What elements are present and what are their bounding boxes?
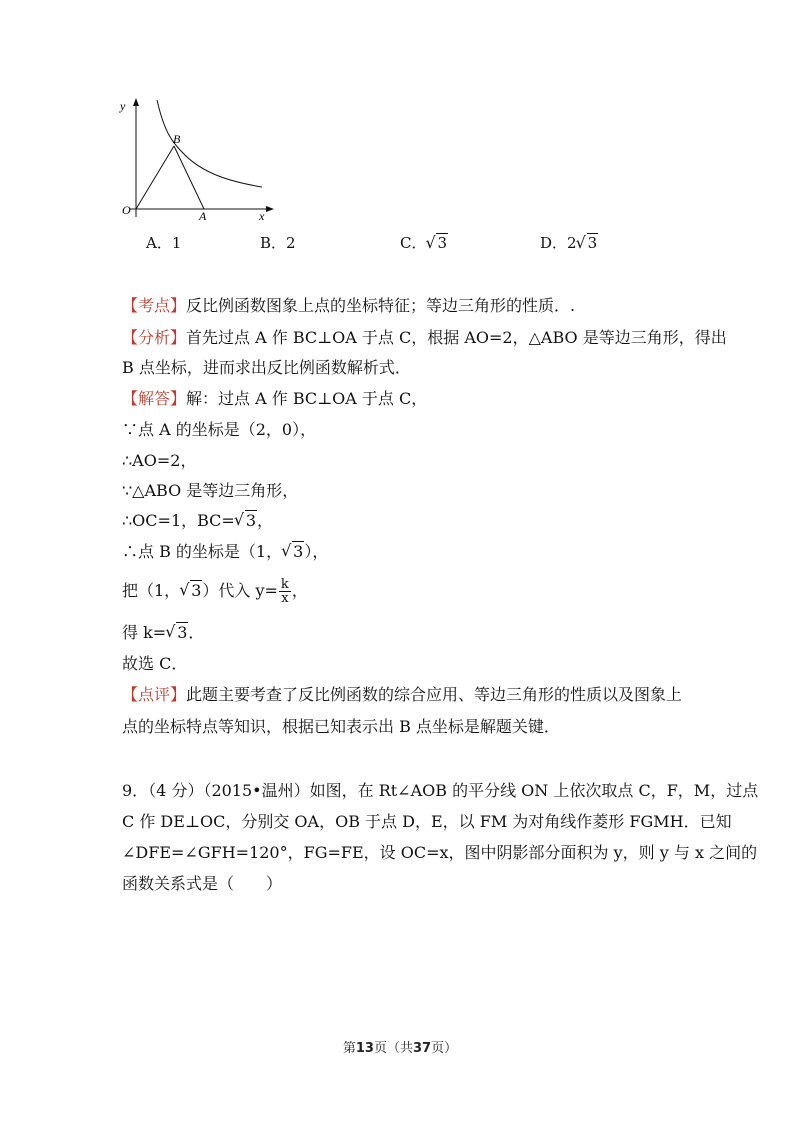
jieda-line-6 <box>122 541 328 563</box>
sqrt-icon <box>167 622 188 644</box>
label-b: B <box>173 132 181 146</box>
footer-post: 页） <box>431 1041 458 1056</box>
sqrt-icon <box>427 234 448 252</box>
footer-mid: 页（共 <box>373 1041 413 1056</box>
hyperbola-triangle-figure <box>112 96 274 222</box>
label-o: O <box>122 203 131 217</box>
fenxi-line-2: B 点坐标，进而求出反比例函数解析式． <box>122 358 411 377</box>
jieda-tag: 【解答】 <box>122 389 187 408</box>
sqrt-icon <box>578 234 599 252</box>
option-d <box>540 232 598 253</box>
jieda-line-9: 故选 C． <box>122 654 188 673</box>
sqrt-icon <box>236 510 257 532</box>
x-axis-arrow-icon <box>266 206 274 212</box>
jieda-line-8 <box>122 622 204 644</box>
jieda-line-7-radicand: 3 <box>191 581 202 600</box>
jieda-line-7-suffix: ， <box>291 581 308 600</box>
answer-options <box>0 232 800 256</box>
jieda-line-1 <box>122 388 427 410</box>
jieda-line-7 <box>122 578 308 605</box>
option-d-radicand: 3 <box>587 234 598 252</box>
jieda-line-5-radicand: 3 <box>245 511 257 530</box>
jieda-line-5-prefix: ∴OC=1，BC= <box>122 511 235 530</box>
y-axis-arrow-icon <box>133 98 139 106</box>
fenxi-tag: 【分析】 <box>122 328 187 347</box>
page-footer <box>0 1037 800 1056</box>
option-c <box>400 232 448 253</box>
footer-pre: 第 <box>342 1041 356 1056</box>
dianping-tag: 【点评】 <box>122 685 187 704</box>
jieda-line-6-suffix: ）， <box>304 542 329 561</box>
dianping-line-2: 点的坐标特点等知识，根据已知表示出 B 点坐标是解题关键． <box>122 717 560 736</box>
jieda-line-5-suffix: ， <box>257 511 274 530</box>
q9-line-3: ∠DFE=∠GFH=120°，FG=FE，设 OC=x，图中阴影部分面积为 y，则 y 与 x 之间的 <box>122 843 758 862</box>
jieda-line-4: ∵△ABO 是等边三角形， <box>122 481 299 500</box>
fenxi-text-1: 首先过点 A 作 BC⊥OA 于点 C，根据 AO=2，△ABO 是等边三角形，得出 <box>186 328 727 347</box>
jieda-line-8-suffix: ． <box>188 623 205 642</box>
dianping-line-1 <box>122 684 682 706</box>
fenxi-line-1 <box>122 327 727 349</box>
jieda-line-7-prefix: 把（1， <box>122 581 181 600</box>
label-x: x <box>259 209 265 222</box>
jieda-line-5 <box>122 510 273 532</box>
option-c-radicand: 3 <box>437 234 448 252</box>
option-a: A．1 <box>146 234 182 252</box>
jieda-text-1: 解：过点 A 作 BC⊥OA 于点 C， <box>186 389 428 408</box>
fraction-denominator: x <box>281 591 289 606</box>
label-y: y <box>120 99 126 113</box>
kaodian-tag: 【考点】 <box>122 296 187 315</box>
q9-line-2: C 作 DE⊥OC，分别交 OA，OB 于点 D，E，以 FM 为对角线作菱形 FGMH．已知 <box>122 812 732 831</box>
jieda-line-6-radicand: 3 <box>293 542 304 561</box>
option-b: B．2 <box>260 234 296 252</box>
q9-line-1: 9．（4 分）（2015•温州）如图，在 Rt∠AOB 的平分线 ON 上依次取点 C，F，M，过点 <box>122 781 759 800</box>
kaodian-text: 反比例函数图象上点的坐标特征；等边三角形的性质．. <box>186 296 576 315</box>
footer-total-pages: 37 <box>413 1041 432 1056</box>
q9-line-4: 函数关系式是（ ） <box>122 874 283 893</box>
dianping-text-1: 此题主要考查了反比例函数的综合应用、等边三角形的性质以及图象上 <box>186 685 683 704</box>
footer-page-number: 13 <box>355 1041 374 1056</box>
option-c-prefix: C． <box>400 234 427 252</box>
label-a: A <box>199 209 207 222</box>
option-d-prefix: D．2 <box>540 234 577 252</box>
jieda-line-3: ∴AO=2， <box>122 451 197 470</box>
fraction-k-over-x <box>279 578 291 605</box>
jieda-line-7-mid: ）代入 y= <box>202 581 278 600</box>
sqrt-icon <box>283 541 304 563</box>
sqrt-icon <box>181 580 202 602</box>
kaodian-line <box>122 295 575 317</box>
segment-ba <box>174 146 204 209</box>
fraction-numerator: k <box>280 577 289 592</box>
jieda-line-6-prefix: ∴点 B 的坐标是（1， <box>122 542 283 561</box>
segment-ob <box>136 146 174 209</box>
jieda-line-8-radicand: 3 <box>177 623 188 642</box>
jieda-line-8-prefix: 得 k= <box>122 623 167 642</box>
jieda-line-2: ∵点 A 的坐标是（2，0）， <box>122 420 317 439</box>
